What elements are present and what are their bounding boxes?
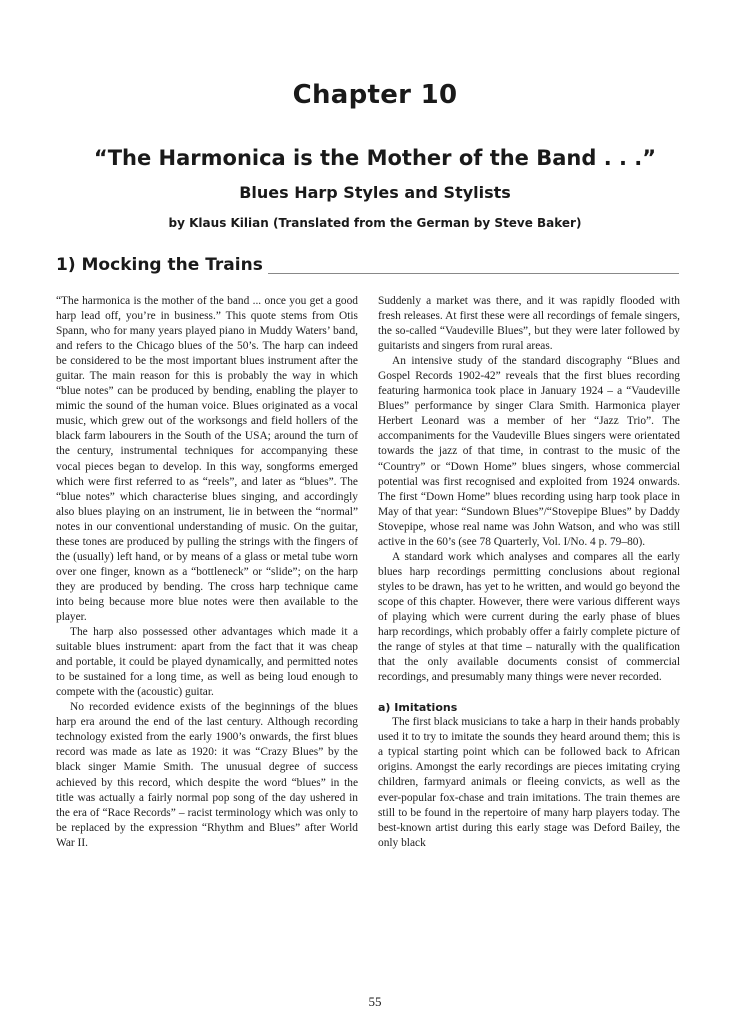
author-byline: by Klaus Kilian (Translated from the German by Steve Baker) xyxy=(168,216,582,230)
paragraph: Suddenly a market was there, and it was rapidly flooded with fresh releases. At first these were all recordings of female singers, the so-called “Vaudeville Blues”, but they were later followed by guitarists and singers from rural areas. xyxy=(378,295,680,353)
section-rule xyxy=(268,273,679,274)
subsection-heading: a) Imitations xyxy=(378,701,458,715)
chapter-subtitle: Blues Harp Styles and Stylists xyxy=(239,183,511,202)
chapter-number: Chapter 10 xyxy=(292,80,458,110)
paragraph: “The harmonica is the mother of the band ... once you get a good harp lead off, you’re in business.” This quote stems from Otis Spann, who for many years played piano in Muddy Waters’ band, and refers to the Chicago blues of the 50’s. The harp can indeed be considered to be the most important blues instrument after the guitar. The main reason for this is probably the way in which “blue notes” can be produced by bending, enabling the player to mimic the sound of the human voice. Blues originated as a vocal music, which grew out of the worksongs and field hollers of the black farm labourers in the South of the USA; around the turn of the century, instrumental techniques for accompanying these vocal pieces began to develop. In this way, songforms emerged which were first referred to as “reels”, and later as “blues”. The “blue notes” which characterise blues singing, and accordingly also blues playing on an instrument, lie in between the “normal” notes in our conventional understanding of music. On the guitar, these tones are produced by pulling the strings with the fingers of the (usually) left hand, or by means of a glass or metal tube worn over one finger, known as a “bottleneck” or “slide”; on the harp they are produced by bending. The cross harp technique came into being because more blue notes were then available to the player. xyxy=(56,295,358,623)
right-column xyxy=(378,294,680,974)
left-column xyxy=(56,294,358,974)
page-number: 55 xyxy=(368,994,382,1009)
section-heading: 1) Mocking the Trains xyxy=(56,255,266,275)
paragraph: A standard work which analyses and compares all the early blues harp recordings permitting conclusions about regional styles to be drawn, has yet to he written, and would go beyond the scope of this chapter. However, there were various different ways of playing which were current during the early phase of blues harp recordings, which probably offer a fairly complete picture of the range of styles at that time – naturally with the qualification that the only available documents consist of commercial recordings, and presumably many things were never recorded. xyxy=(378,550,680,684)
paragraph: An intensive study of the standard discography “Blues and Gospel Records 1902-42” reveals that the first blues recording featuring harmonica took place in January 1924 – a “Vaudeville Blues” performance by singer Clara Smith. Harmonica player Herbert Leonard was a member of her “Jazz Trio”. The accompaniments for the Vaudeville Blues singers were orientated towards the jazz of that time, in contrast to the music of the “Country” or “Down Home” blues singers, whose commercial potential was first recognised and exploited from 1924 onwards. The first “Down Home” blues recording using harp took place in May of that year: “Sundown Blues”/“Stovepipe Blues” by Daddy Stovepipe, whose real name was John Watson, and who was still active in the 60’s (see 78 Quarterly, Vol. I/No. 4 p. 79–80). xyxy=(378,355,680,548)
chapter-title: “The Harmonica is the Mother of the Band . . .” xyxy=(93,146,657,170)
paragraph: The first black musicians to take a harp in their hands probably used it to try to imitate the sounds they heard around them; this is a typical starting point which can be followed back to African origins. Amongst the early recordings are pieces imitating crying children, farmyard animals or fleeing convicts, as well as the ever-popular fox-chase and train imitations. The train themes are still to be found in the repertoire of many harp players today. The best-known artist during this early stage was Deford Bailey, the only black xyxy=(378,716,680,849)
paragraph: No recorded evidence exists of the beginnings of the blues harp era around the end of the last century. Although recording technology existed from the early 1900’s onwards, the first blues record was made as late as 1920: it was “Crazy Blues” by the black singer Mamie Smith. The unusual degree of success achieved by this record, which despite the word “blues” in the title was actually a fairly normal pop song of the day ushered in the era of “Race Records” – racist terminology which was only to be replaced by the expression “Rhythm and Blues” after World War II. xyxy=(56,701,358,849)
section-header xyxy=(56,255,679,279)
paragraph: The harp also possessed other advantages which made it a suitable blues instrument: apart from the fact that it was cheap and portable, it could be played dynamically, and permitted notes to be sustained for a long time, as well as being loud enough to compete with the (acoustic) guitar. xyxy=(56,626,358,699)
